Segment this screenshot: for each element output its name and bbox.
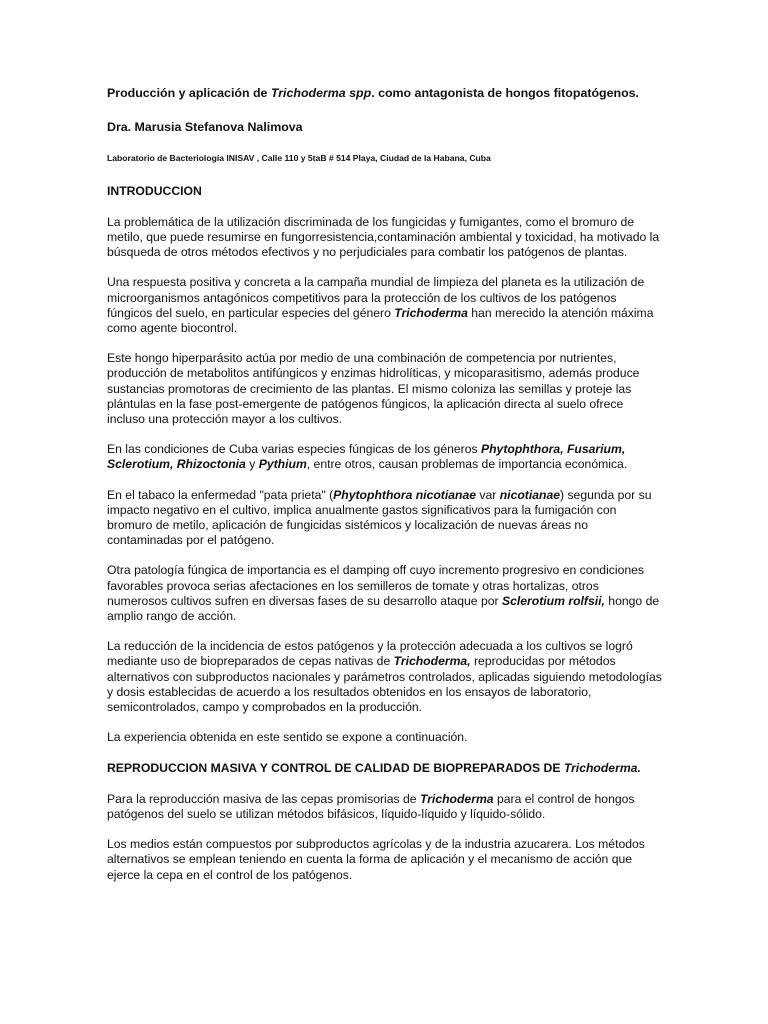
paragraph-5-text-e: ) segunda por su impacto negativo en el cultivo, implica anualmente gastos significativos para la fumigación con bromuro de metilo, aplicación de fungicidas sistémicos y localización de nuevas áreas no contaminadas por el patógeno.	[107, 487, 652, 548]
paragraph-10: Los medios están compuestos por subproductos agrícolas y de la industria azucarera. Los métodos alternativos se emplean teniendo en cuenta la forma de aplicación y el mecanismo de acción que ejerce la cepa en el control de los patógenos.	[107, 837, 645, 882]
title-part2: . como antagonista de hongos fitopatógenos.	[371, 86, 639, 100]
author-affiliation: Laboratorio de Bacteriología INISAV , Calle 110 y 5taB # 514 Playa, Ciudad de la Habana, Cuba	[107, 153, 491, 164]
paragraph-7-text-a: La reducción de la incidencia de estos patógenos y la protección adecuada a los cultivos se logró mediante uso de biopreparados de cepas nativas de	[107, 639, 633, 669]
paragraph-6-text-c: hongo de amplio rango de acción.	[107, 593, 660, 624]
paragraph-1: La problemática de la utilización discriminada de los fungicidas y fumigantes, como el bromuro de metilo, que puede resumirse en fungorresistencia,contaminación ambiental y toxicidad, ha motivado la búsqueda de otros métodos efectivos y no perjudiciales para combatir los patógenos de plantas.	[107, 214, 660, 260]
paragraph-4-text-e: , entre otros, causan problemas de importancia económica.	[306, 457, 628, 472]
paragraph-9-text-a: Para la reproducción masiva de las cepas promisorias de	[107, 791, 420, 806]
paragraph-2-text-a: Una respuesta positiva y concreta a la campaña mundial de limpieza del planeta es la utilización de microorganismos antagónicos competitivos para la protección de los cultivos de los patógenos fúngicos del suelo, en particular especies del género	[107, 275, 645, 320]
paragraph-2-genus: Trichoderma	[394, 305, 468, 320]
paragraph-4-genera: Phytophthora, Fusarium, Sclerotium, Rhizoctonia	[107, 442, 626, 472]
paragraph-5	[107, 488, 662, 549]
paragraph-6-species: Sclerotium rolfsii,	[501, 593, 605, 608]
paragraph-5-text-a: En el tabaco la enfermedad "pata prieta" (	[107, 487, 334, 502]
paragraph-5-text-c: var	[476, 487, 500, 502]
paragraph-9-text-c: para el control de hongos patógenos del suelo se utilizan métodos bifásicos, líquido-líquido y líquido-sólido.	[107, 791, 635, 821]
paragraph-3: Este hongo hiperparásito actúa por medio de una combinación de competencia por nutrientes, producción de metabolitos antifúngicos y enzimas hidrolíticas, y micoparasitismo, además produce sustancias promotoras de crecimiento de las plantas. El mismo coloniza las semillas y proteje las plántulas en la fase post-emergente de patógenos fúngicos, la aplicación directa al suelo ofrece incluso una protección mayor a los cultivos.	[107, 351, 640, 427]
paragraph-6	[107, 563, 662, 624]
paragraph-9-genus: Trichoderma	[419, 791, 494, 806]
paragraph-4-text-a: En las condiciones de Cuba varias especies fúngicas de los géneros	[107, 442, 481, 457]
author-name: Dra. Marusia Stefanova Nalimova	[107, 120, 303, 135]
paragraph-7-genus: Trichoderma,	[393, 654, 471, 669]
paragraph-2	[107, 275, 662, 336]
paragraph-4-text-c: y	[245, 457, 259, 472]
paragraph-6-text-a: Otra patología fúngica de importancia es el damping off cuyo incremento progresivo en condiciones favorables provoca serias afectaciones en los semilleros de tomate y otras hortalizas, otros numerosos cultivos sufren en diversas fases de su desarrollo ataque por	[107, 563, 645, 608]
paragraph-9	[107, 792, 662, 822]
document-page	[107, 86, 662, 898]
heading-reproduccion-genus: Trichoderma.	[563, 760, 641, 775]
heading-reproduccion-text: REPRODUCCION MASIVA Y CONTROL DE CALIDAD DE BIOPREPARADOS DE	[107, 760, 564, 775]
paragraph-2-text-c: han merecido la atención máxima como agente biocontrol.	[107, 305, 654, 336]
paragraph-7-text-c: reproducidas por métodos alternativos con subproductos nacionales y parámetros controlados, aplicadas siguiendo metodologías y dosis establecidas de acuerdo a los resultados obtenidos en los ensayos de laboratorio, semicontrolados, campo y comprobados en la producción.	[107, 654, 662, 715]
document-title	[107, 86, 662, 101]
heading-introduccion: INTRODUCCION	[107, 183, 202, 198]
paragraph-5-variety: nicotianae	[499, 487, 561, 502]
paragraph-4	[107, 442, 662, 472]
paragraph-5-species: Phytophthora nicotianae	[333, 487, 477, 502]
paragraph-7	[107, 639, 662, 715]
title-italic-genus: Trichoderma spp	[270, 86, 372, 100]
paragraph-4-genus-pythium: Pythium	[258, 457, 307, 472]
title-part1: Producción y aplicación de	[107, 86, 271, 100]
heading-reproduccion	[107, 761, 662, 776]
paragraph-8: La experiencia obtenida en este sentido se expone a continuación.	[107, 730, 468, 745]
